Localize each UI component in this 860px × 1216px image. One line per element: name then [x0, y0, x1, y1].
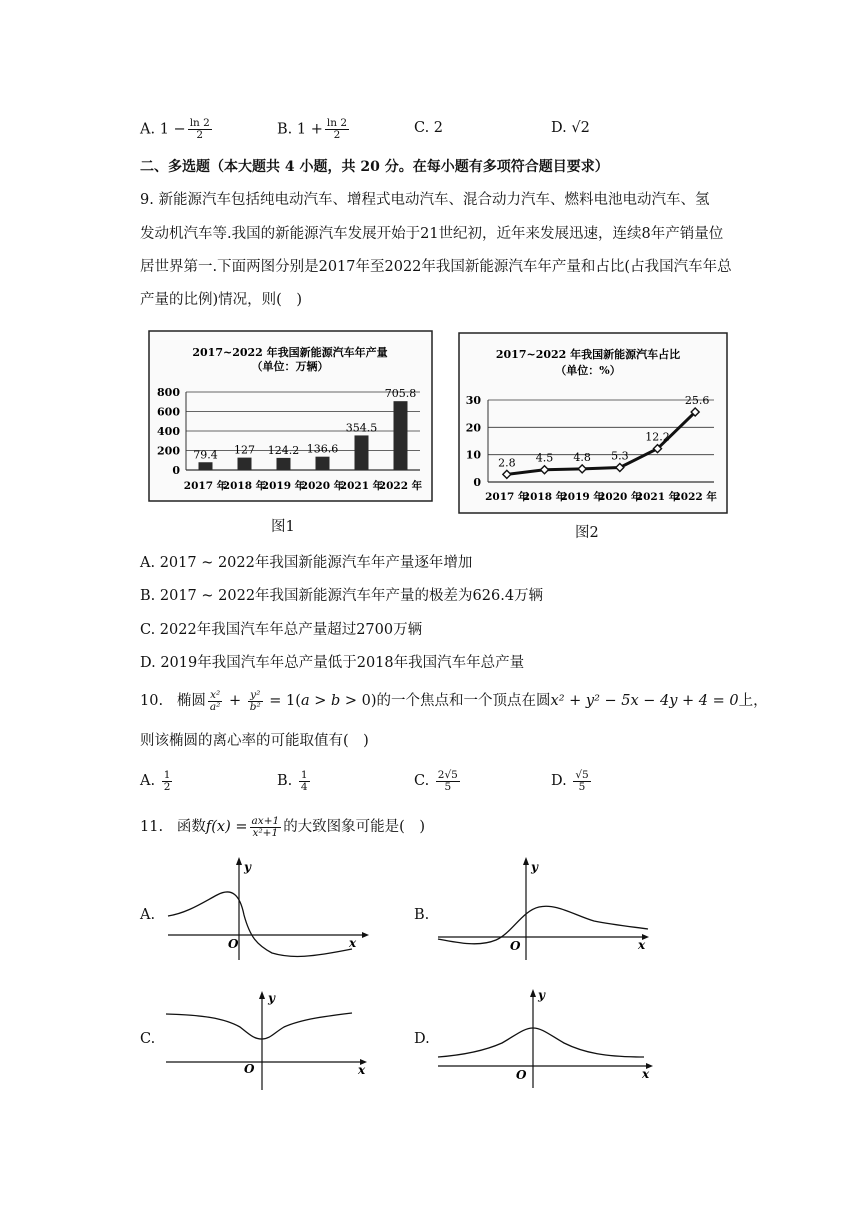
fig1-bar-chart	[148, 330, 433, 502]
option-letter: A.	[140, 773, 156, 789]
data-label: 705.8	[384, 387, 417, 401]
q8-option-d	[551, 118, 590, 138]
data-label: 12.2	[645, 430, 670, 444]
option-text: 1 −	[159, 121, 186, 138]
x-tick-label: 2021 年	[635, 491, 680, 503]
y-tick-label: 0	[473, 476, 481, 489]
q10-option-a	[140, 766, 174, 796]
q9-option-b: B. 2017 ~ 2022年我国新能源汽车年产量的极差为626.4万辆	[140, 588, 544, 604]
numerator: 1	[300, 768, 308, 781]
bar	[394, 401, 408, 470]
fraction	[325, 118, 349, 141]
data-label: 4.8	[573, 450, 591, 464]
x-tick-label: 2021 年	[339, 480, 384, 492]
chart-subtitle: （单位：万辆）	[251, 360, 329, 373]
stem-text: 函数	[176, 819, 206, 835]
graph-c	[162, 985, 372, 1095]
function-name: f(x) =	[205, 819, 248, 835]
data-label: 354.5	[345, 421, 378, 435]
y-tick-label: 10	[465, 448, 481, 462]
option-letter: B.	[277, 773, 293, 789]
y-tick-label: 800	[157, 386, 180, 399]
fraction: $\frac{\text{y²}}{\text{b²}}$	[249, 688, 261, 713]
fig1-caption: 图1	[271, 519, 295, 535]
curve	[166, 1013, 352, 1039]
stem-text: 的一个焦点和一个顶点在圆	[376, 693, 551, 709]
section-title: 二、多选题（本大题共 4 小题，共 20 分。在每小题有多项符合题目要求）	[140, 159, 609, 175]
curve	[438, 1028, 644, 1057]
data-label: 5.3	[611, 449, 629, 463]
graph-a-label: A.	[140, 907, 156, 923]
fraction: $\frac{\text{x²}}{\text{a²}}$	[209, 688, 221, 713]
x-tick-label: 2018 年	[522, 491, 567, 503]
q9-stem-line1: 9. 新能源汽车包括纯电动汽车、增程式电动汽车、混合动力汽车、燃料电池电动汽车、氢	[140, 192, 710, 208]
q9-stem-line2: 发动机汽车等.我国的新能源汽车发展开始于21世纪初，近年来发展迅速，连续8年产销量位	[140, 226, 724, 242]
y-label: y	[268, 991, 275, 1005]
option-letter: C.	[414, 120, 430, 136]
q8-option-a	[140, 118, 214, 141]
option-letter: C.	[414, 773, 430, 789]
x-tick-label: 2017 年	[183, 480, 228, 492]
origin-label: O	[516, 1068, 527, 1082]
fraction	[573, 770, 590, 793]
q9-option-c: C. 2022年我国汽车年总产量超过2700万辆	[140, 622, 423, 638]
chart-title: 2017~2022 年我国新能源汽车占比	[495, 348, 681, 361]
bar	[199, 462, 213, 470]
origin-label: O	[244, 1062, 255, 1076]
numerator: √5	[575, 768, 589, 781]
graph-d	[434, 983, 656, 1093]
graph-b	[434, 855, 654, 965]
data-label: 25.6	[684, 394, 710, 408]
option-letter: B.	[277, 121, 293, 138]
q10-option-b	[277, 766, 312, 796]
y-tick-label: 30	[465, 394, 481, 407]
y-label: y	[531, 860, 538, 874]
fraction	[162, 770, 173, 793]
fig2-caption: 图2	[575, 525, 599, 541]
q10-option-c	[414, 766, 462, 796]
fraction	[188, 118, 212, 141]
q11-stem	[140, 812, 425, 842]
y-arrow-icon	[259, 991, 265, 999]
data-label: 79.4	[193, 448, 218, 462]
option-text: 1 +	[296, 121, 323, 138]
x-tick-label: 2019 年	[261, 480, 306, 492]
x-tick-label: 2020 年	[598, 491, 642, 503]
denominator: x²+1	[252, 826, 279, 839]
numerator: 2√5	[437, 768, 458, 781]
data-label: 4.5	[535, 451, 554, 465]
option-text: 2	[433, 120, 444, 136]
curve	[438, 906, 648, 944]
bar	[277, 458, 291, 470]
y-label: y	[244, 860, 251, 874]
fraction	[250, 816, 282, 839]
x-tick-label: 2022 年	[673, 491, 717, 503]
y-arrow-icon	[530, 989, 536, 997]
x-tick-label: 2022 年	[378, 480, 423, 492]
y-tick-label: 0	[172, 464, 180, 477]
y-label: y	[538, 988, 545, 1002]
y-tick-label: 600	[157, 405, 180, 419]
q9-option-a: A. 2017 ~ 2022年我国新能源汽车年产量逐年增加	[140, 555, 473, 571]
graph-b-label: B.	[414, 907, 430, 923]
denominator: 4	[300, 780, 308, 793]
q10-stem-line1: 10. 椭圆 $\frac{\text{x²}}{\text{a²}}$ + $\frac{\text{y²}}{\text{b²}}$ = 1(a > b > 0)的一个焦点和一个顶点在圆x² + y² − 5x − 4y + 4 = 0上，	[140, 688, 768, 713]
data-label: 124.2	[267, 443, 300, 457]
q9-stem-line3: 居世界第一.下面两图分别是2017年至2022年我国新能源汽车年产量和占比(占我国汽车年总	[140, 259, 732, 275]
chart-subtitle: （单位：%）	[555, 364, 621, 377]
y-arrow-icon	[236, 857, 242, 865]
numerator: ln 2	[326, 117, 347, 129]
x-tick-label: 2019 年	[560, 491, 604, 503]
question-number: 11.	[140, 819, 164, 835]
q8-option-b	[277, 118, 351, 141]
x-label: x	[642, 1067, 650, 1081]
option-letter: D.	[551, 120, 567, 136]
q8-option-c	[414, 118, 443, 138]
y-tick-label: 200	[157, 444, 180, 458]
denominator: 5	[444, 780, 452, 793]
data-label: 136.6	[306, 442, 339, 456]
bar	[316, 457, 330, 470]
stem-text: 上，	[738, 693, 768, 709]
y-tick-label: 20	[465, 421, 481, 435]
x-label: x	[349, 936, 357, 950]
fraction	[436, 770, 460, 793]
x-tick-label: 2017 年	[485, 491, 529, 503]
graph-c-label: C.	[140, 1031, 156, 1047]
x-label: x	[638, 938, 646, 952]
data-label: 127	[234, 443, 255, 457]
curve	[168, 892, 352, 957]
x-arrow-icon	[362, 932, 369, 938]
question-number: 10.	[140, 693, 164, 709]
chart-title: 2017~2022 年我国新能源汽车年产量	[192, 346, 388, 359]
option-letter: A.	[140, 121, 156, 138]
numerator: ln 2	[189, 117, 210, 129]
denominator: 2	[163, 780, 171, 793]
q10-option-d	[551, 766, 593, 796]
circle-equation: x² + y² − 5x − 4y + 4 = 0	[550, 693, 739, 709]
y-tick-label: 400	[157, 425, 180, 438]
q9-option-d: D. 2019年我国汽车年总产量低于2018年我国汽车年总产量	[140, 655, 525, 671]
stem-text: 椭圆	[176, 693, 206, 709]
bar	[355, 435, 369, 470]
option-text: √2	[571, 120, 590, 136]
x-tick-label: 2018 年	[222, 480, 267, 492]
option-letter: D.	[551, 773, 567, 789]
origin-label: O	[510, 939, 521, 953]
origin-label: O	[228, 937, 239, 951]
stem-text: 的大致图象可能是( )	[283, 819, 426, 835]
data-label: 2.8	[498, 456, 516, 470]
fig2-line-chart	[458, 332, 728, 514]
denominator: 5	[578, 780, 586, 793]
q9-stem-line4: 产量的比例)情况，则( )	[140, 292, 302, 308]
fraction	[299, 770, 310, 793]
graph-d-label: D.	[414, 1031, 430, 1047]
x-label: x	[358, 1063, 366, 1077]
y-arrow-icon	[523, 857, 529, 865]
denominator: 2	[196, 129, 204, 141]
denominator: 2	[333, 129, 341, 141]
x-tick-label: 2020 年	[300, 480, 345, 492]
bar	[238, 458, 252, 470]
numerator: ax+1	[251, 814, 280, 827]
numerator: 1	[163, 768, 171, 781]
q10-stem-line2: 则该椭圆的离心率的可能取值有( )	[140, 733, 369, 749]
graph-a	[162, 855, 372, 965]
